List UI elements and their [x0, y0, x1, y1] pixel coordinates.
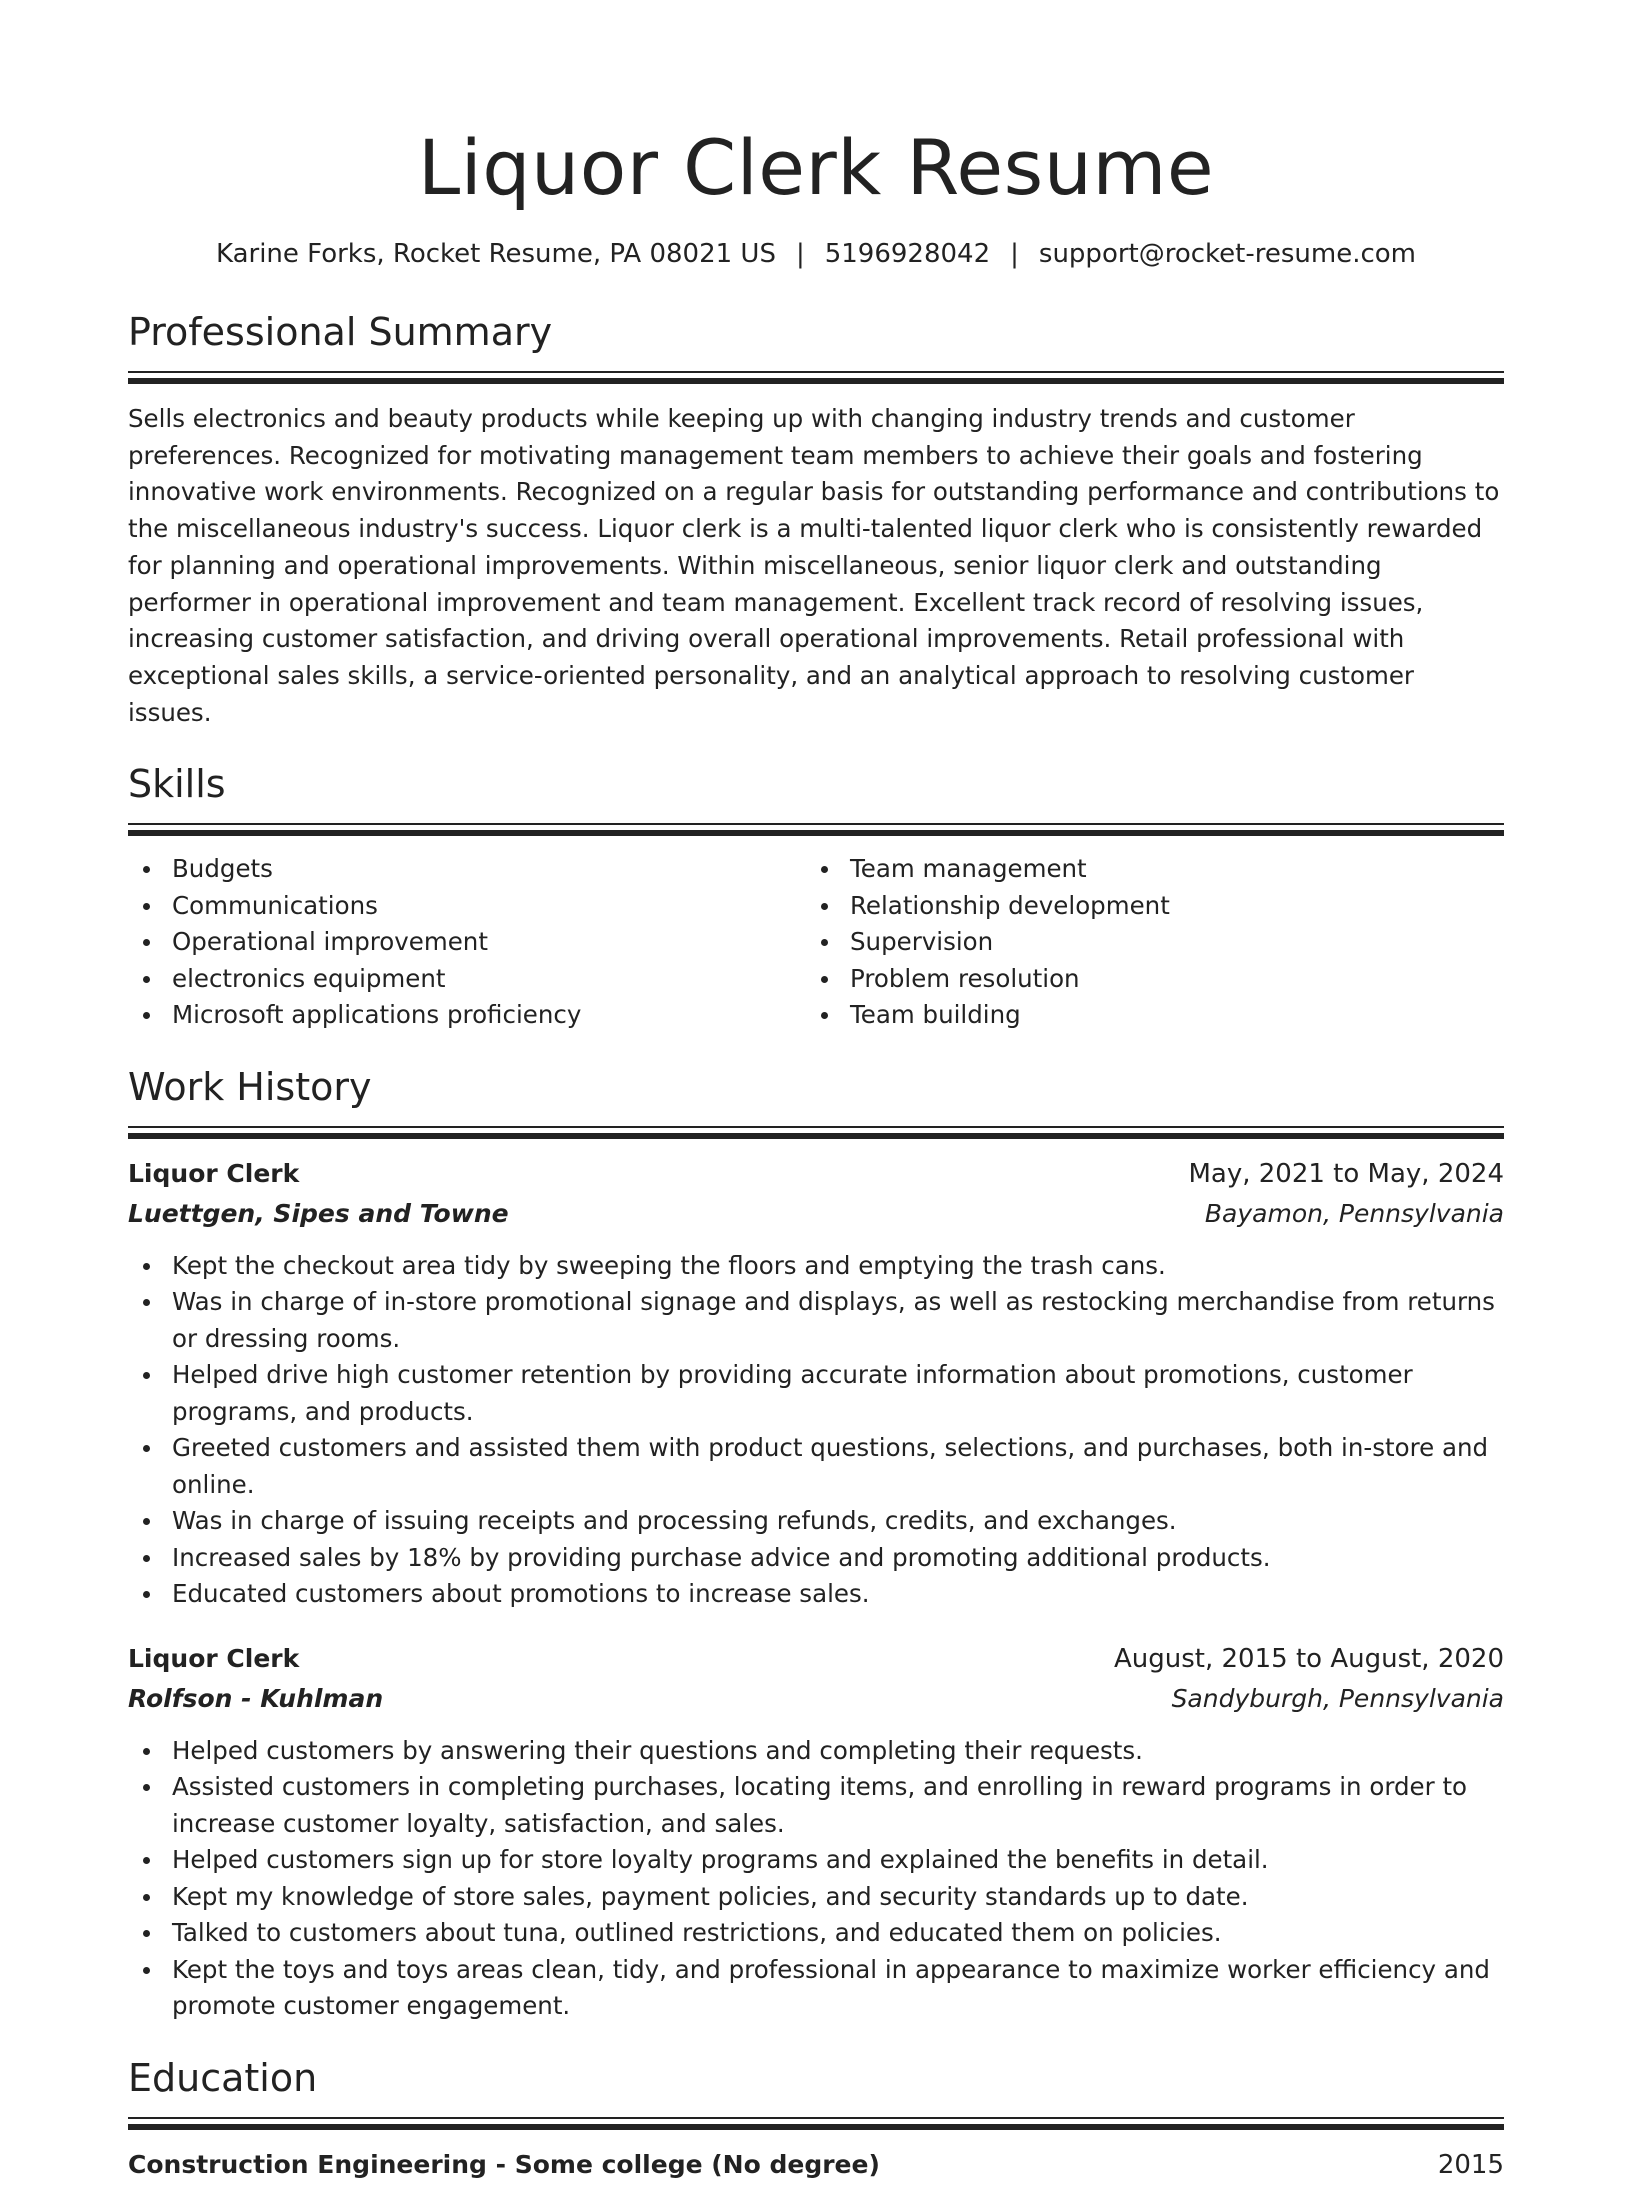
- section-heading-skills: Skills: [128, 762, 226, 807]
- skills-columns: [128, 851, 1504, 1034]
- resume-page: [128, 0, 1504, 2185]
- job-duties-list: [128, 1733, 1504, 2025]
- list-item: Budgets: [128, 851, 806, 888]
- list-item: Assisted customers in completing purchases, locating items, and enrolling in reward programs in order to increase customer loyalty, satisfaction, and sales.: [128, 1769, 1504, 1842]
- job-company: Rolfson - Kuhlman: [128, 1683, 384, 1713]
- list-item: Helped customers by answering their questions and completing their requests.: [128, 1733, 1504, 1770]
- job-title: Liquor Clerk: [128, 1643, 300, 1673]
- education-degree: Construction Engineering - Some college (No degree): [128, 2149, 880, 2179]
- skills-list-left: [128, 851, 806, 1034]
- list-item: Kept my knowledge of store sales, payment policies, and security standards up to date.: [128, 1879, 1504, 1916]
- contact-email: support@rocket-resume.com: [1038, 239, 1417, 269]
- contact-phone: 5196928042: [824, 239, 991, 269]
- skills-section: [128, 761, 1504, 1034]
- list-item: Educated customers about promotions to increase sales.: [128, 1576, 1504, 1613]
- job-dates: May, 2021 to May, 2024: [1188, 1158, 1504, 1189]
- contact-separator: |: [795, 239, 805, 269]
- summary-section: [128, 309, 1504, 731]
- job-company: Luettgen, Sipes and Towne: [128, 1198, 509, 1228]
- job-company-row: [128, 1194, 1504, 1234]
- section-divider: [128, 1126, 1504, 1136]
- job-duties-list: [128, 1248, 1504, 1613]
- section-divider: [128, 823, 1504, 833]
- list-item: Microsoft applications proficiency: [128, 997, 806, 1034]
- list-item: Supervision: [806, 924, 1484, 961]
- education-year: 2015: [1437, 2149, 1504, 2180]
- list-item: Communications: [128, 888, 806, 925]
- job-dates: August, 2015 to August, 2020: [1114, 1643, 1504, 1674]
- section-divider: [128, 371, 1504, 381]
- job-company-row: [128, 1679, 1504, 1719]
- list-item: Greeted customers and assisted them with product questions, selections, and purchases, both in-store and online.: [128, 1430, 1504, 1503]
- skills-list-right: [806, 851, 1484, 1034]
- job-header-row: [128, 1639, 1504, 1679]
- list-item: Problem resolution: [806, 961, 1484, 998]
- list-item: Kept the toys and toys areas clean, tidy, and professional in appearance to maximize worker efficiency and promote customer engagement.: [128, 1952, 1504, 2025]
- contact-separator: |: [1010, 239, 1019, 269]
- contact-line: [128, 238, 1504, 270]
- list-item: Was in charge of issuing receipts and processing refunds, credits, and exchanges.: [128, 1503, 1504, 1540]
- job-location: Bayamon, Pennsylvania: [1204, 1198, 1504, 1228]
- list-item: Team management: [806, 851, 1484, 888]
- skills-column-left: [128, 851, 806, 1034]
- contact-address: Karine Forks, Rocket Resume, PA 08021 US: [215, 239, 776, 269]
- section-divider: [128, 2117, 1504, 2127]
- list-item: Talked to customers about tuna, outlined restrictions, and educated them on policies.: [128, 1915, 1504, 1952]
- list-item: Helped customers sign up for store loyalty programs and explained the benefits in detail.: [128, 1842, 1504, 1879]
- list-item: Operational improvement: [128, 924, 806, 961]
- education-entry: [128, 2145, 1504, 2185]
- list-item: Helped drive high customer retention by providing accurate information about promotions, customer programs, and products.: [128, 1357, 1504, 1430]
- resume-title: Liquor Clerk Resume: [417, 123, 1215, 212]
- education-section: [128, 2055, 1504, 2185]
- section-heading-education: Education: [128, 2055, 318, 2100]
- section-heading-summary: Professional Summary: [128, 310, 553, 354]
- list-item: Team building: [806, 997, 1484, 1034]
- list-item: Relationship development: [806, 888, 1484, 925]
- skills-column-right: [806, 851, 1484, 1034]
- list-item: Was in charge of in-store promotional signage and displays, as well as restocking merchandise from returns or dressing rooms.: [128, 1284, 1504, 1357]
- job-title: Liquor Clerk: [128, 1158, 300, 1188]
- list-item: electronics equipment: [128, 961, 806, 998]
- job-header-row: [128, 1154, 1504, 1194]
- job-location: Sandyburgh, Pennsylvania: [1171, 1683, 1504, 1713]
- work-history-section: [128, 1064, 1504, 2025]
- summary-text: Sells electronics and beauty products while keeping up with changing industry trends and customer preferences. Recognized for motivating management team members to achieve their goals and fostering innovative work environments. Recognized on a regular basis for outstanding performance and contributions to the miscellaneous industry's success. Liquor clerk is a multi-talented liquor clerk who is consistently rewarded for planning and operational improvements. Within miscellaneous, senior liquor clerk and outstanding performer in operational improvement and team management. Excellent track record of resolving issues, increasing customer satisfaction, and driving overall operational improvements. Retail professional with exceptional sales skills, a service-oriented personality, and an analytical approach to resolving customer issues.: [128, 404, 1500, 727]
- job-entry: [128, 1639, 1504, 2025]
- job-entry: [128, 1154, 1504, 1613]
- section-heading-work-history: Work History: [128, 1064, 372, 1109]
- list-item: Kept the checkout area tidy by sweeping the floors and emptying the trash cans.: [128, 1248, 1504, 1285]
- list-item: Increased sales by 18% by providing purchase advice and promoting additional products.: [128, 1540, 1504, 1577]
